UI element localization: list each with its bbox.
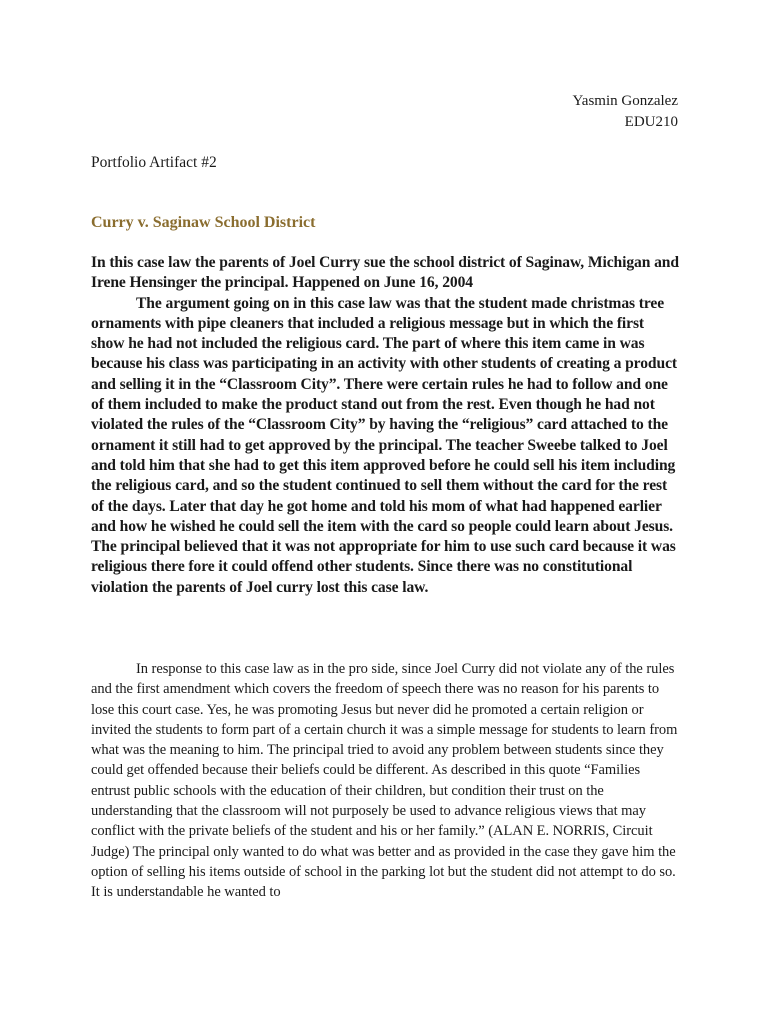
case-heading: Curry v. Saginaw School District [91, 214, 316, 231]
response-section [91, 659, 681, 903]
case-summary [91, 253, 681, 598]
header-block [572, 91, 678, 133]
course-code: EDU210 [624, 114, 678, 130]
document-title: Portfolio Artifact #2 [91, 154, 217, 171]
author-name: Yasmin Gonzalez [572, 93, 678, 109]
intro-paragraph: In this case law the parents of Joel Curry sue the school district of Saginaw, Michigan and Irene Hensinger the principal. Happened on June 16, 2004 [91, 254, 679, 292]
response-paragraph: In response to this case law as in the pro side, since Joel Curry did not violate any of the rules and the first amendment which covers the freedom of speech there was no reason for his parents to lose this court case. Yes, he was promoting Jesus but never did he promoted a certain religion or invited the students to form part of a certain church it was a simple message for students to learn from what was the meaning to him. The principal tried to avoid any problem between students since they could get offended because their beliefs could be different. As described in this quote “Families entrust public schools with the education of their children, but condition their trust on the understanding that the classroom will not purposely be used to advance religious views that may conflict with the private beliefs of the student and his or her family.” (ALAN E. NORRIS, Circuit Judge) The principal only wanted to do what was better and as provided in the case they gave him the option of selling his items outside of school in the parking lot but the student did not attempt to do so. It is understandable he wanted to [91, 661, 678, 901]
argument-paragraph: The argument going on in this case law was that the student made christmas tree ornaments with pipe cleaners that included a religious message but in which the first show he had not included the religious card. The part of where this item came in was because his class was participating in an activity with other students of creating a product and selling it in the “Classroom City”. There were certain rules he had to follow and one of them included to make the product stand out from the rest. Even though he had not violated the rules of the “Classroom City” by having the “religious” card attached to the ornament it still had to get approved by the principal. The teacher Sweebe talked to Joel and told him that she had to get this item approved before he could sell his item including the religious card, and so the student continued to sell them without the card for the rest of the days. Later that day he got home and told his mom of what had happened earlier and how he wished he could sell the item with the card so people could learn about Jesus. The principal believed that it was not appropriate for him to use such card because it was religious there fore it could offend other students. Since there was no constitutional violation the parents of Joel curry lost this case law. [91, 294, 677, 596]
